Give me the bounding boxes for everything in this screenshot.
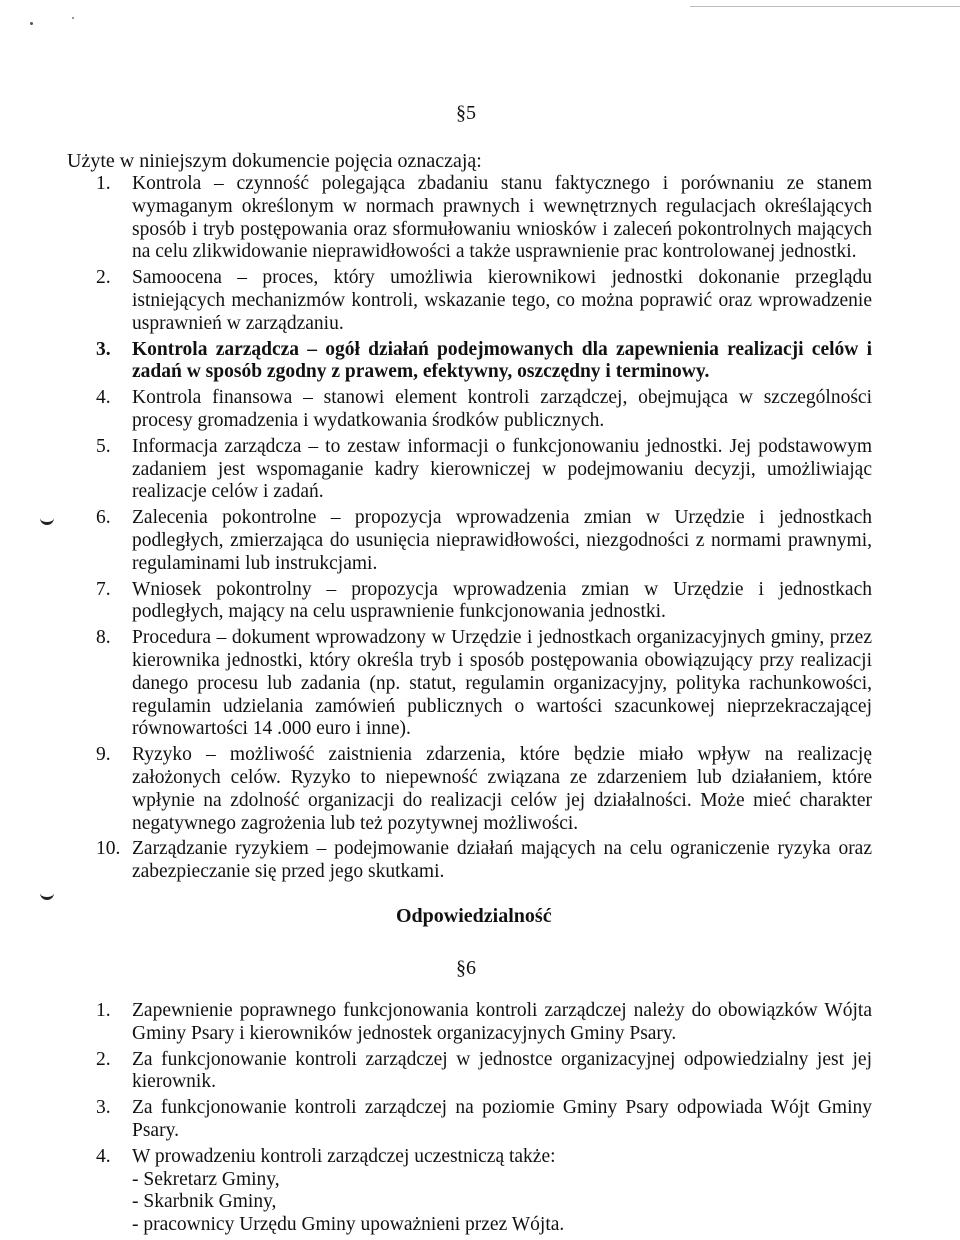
item-text: Kontrola zarządcza – ogół działań podejmowanych dla zapewnienia realizacji celów i zadań w sposób zgodny z prawem, efektywny, oszczędny i terminowy.: [132, 338, 872, 383]
item-number: 2.: [96, 267, 111, 289]
participant-item: - Skarbnik Gminy,: [132, 1191, 277, 1213]
list-item: [96, 1049, 872, 1095]
list-item: [96, 436, 872, 504]
item-number: 9.: [96, 744, 111, 766]
item-text: Kontrola finansowa – stanowi element kontroli zarządczej, obejmująca w szczególności procesy gromadzenia i wydatkowania środków publicznych.: [132, 387, 872, 431]
list-item: [96, 387, 872, 433]
item-number: 3.: [96, 1097, 111, 1119]
item-number: 5.: [96, 435, 111, 457]
item-number: 7.: [96, 578, 111, 600]
scan-border-line: [690, 6, 960, 7]
item-number: 1.: [96, 173, 111, 194]
list-item: [96, 1000, 872, 1046]
participant-item: - pracownicy Urzędu Gminy upoważnieni przez Wójta.: [132, 1214, 565, 1236]
item-number: 2.: [96, 1048, 111, 1070]
item-number: 6.: [96, 507, 111, 529]
intro-text: Użyte w niniejszym dokumencie pojęcia oznaczają:: [67, 150, 482, 172]
item-text: Za funkcjonowanie kontroli zarządczej w jednostce organizacyjnej odpowiedzialny jest jej kierownik.: [132, 1048, 872, 1093]
list-item: [96, 173, 872, 264]
list-item: [96, 744, 872, 835]
list-item: [96, 627, 872, 741]
responsibilities-list: [96, 1000, 872, 1240]
scan-speck: [30, 22, 33, 25]
item-text: Ryzyko – możliwość zaistnienia zdarzenia, które będzie miało wpływ na realizację założonych celów. Ryzyko to niepewność związana ze zdarzeniem lub działaniem, które wpłynie na zdolność organizacji do realizacji celów jej działalności. Może mieć charakter negatywnego zagrożenia lub też pozytywnej możliwości.: [132, 744, 872, 834]
section-heading: Odpowiedzialność: [396, 905, 552, 927]
section-5-mark: §5: [456, 102, 476, 124]
list-item: [96, 1097, 872, 1143]
list-item: [96, 267, 872, 335]
list-item: [96, 838, 872, 884]
item-text: Zarządzanie ryzykiem – podejmowanie działań mających na celu ograniczenie ryzyka oraz zabezpieczanie się przed jego skutkami.: [132, 838, 872, 883]
item-text: Wniosek pokontrolny – propozycja wprowadzenia zmian w Urzędzie i jednostkach podległych, mający na celu usprawnienie funkcjonowania jednostki.: [132, 578, 872, 623]
item-text: Samoocena – proces, który umożliwia kierownikowi jednostki dokonanie przeglądu istniejących mechanizmów kontroli, wskazanie tego, co można poprawić oraz wprowadzenie usprawnień w zarządzaniu.: [132, 267, 872, 334]
item-number: 3.: [96, 338, 111, 360]
item-text: Zalecenia pokontrolne – propozycja wprowadzenia zmian w Urzędzie i jednostkach podległych, zmierzająca do usunięcia nieprawidłowości, niezgodności z normami prawnymi, regulaminami lub instrukcjami.: [132, 507, 872, 574]
item-number: 1.: [96, 1000, 111, 1021]
participants-list: [132, 1169, 872, 1237]
margin-mark: [40, 516, 54, 525]
list-item: [96, 339, 872, 385]
scan-speck: [72, 17, 74, 19]
participant-item: - Sekretarz Gminy,: [132, 1168, 280, 1190]
item-number: 10.: [96, 838, 121, 860]
list-item: [96, 507, 872, 575]
item-text: Zapewnienie poprawnego funkcjonowania kontroli zarządczej należy do obowiązków Wójta Gminy Psary i kierowników jednostek organizacyjnych Gminy Psary.: [132, 1000, 872, 1044]
item-text: Procedura – dokument wprowadzony w Urzędzie i jednostkach organizacyjnych gminy, przez kierownika jednostki, który określa tryb i sposób postępowania obowiązujący przy realizacji danego procesu lub zadania (np. statut, regulamin organizacyjny, polityka rachunkowości, regulamin udzielania zamówień publicznych o wartości szacunkowej nieprzekraczającej równowartości 14 .000 euro i inne).: [132, 627, 872, 740]
section-6-mark: §6: [456, 957, 476, 979]
list-item: [96, 579, 872, 625]
item-number: 4.: [96, 387, 111, 409]
list-item: [96, 1146, 872, 1237]
item-number: 4.: [96, 1145, 111, 1167]
margin-mark: [40, 891, 54, 900]
item-text: W prowadzeniu kontroli zarządczej uczestniczą także:: [132, 1145, 556, 1167]
item-text: Kontrola – czynność polegająca zbadaniu stanu faktycznego i porównaniu ze stanem wymaganym określonym w normach prawnych i wewnętrznych regulacjach określających sposób i tryb postępowania oraz sformułowaniu wniosków i zaleceń pokontrolnych mających na celu zlikwidowanie nieprawidłowości a także usprawnienie prac kontrolowanej jednostki.: [132, 173, 872, 263]
item-text: Informacja zarządcza – to zestaw informacji o funkcjonowaniu jednostki. Jej podstawowym zadaniem jest wspomaganie kadry kierowniczej w podejmowaniu decyzji, umożliwiając realizacje celów i zadań.: [132, 435, 872, 503]
item-number: 8.: [96, 627, 111, 649]
item-text: Za funkcjonowanie kontroli zarządczej na poziomie Gminy Psary odpowiada Wójt Gminy Psary.: [132, 1097, 872, 1141]
definitions-list: [96, 173, 872, 887]
